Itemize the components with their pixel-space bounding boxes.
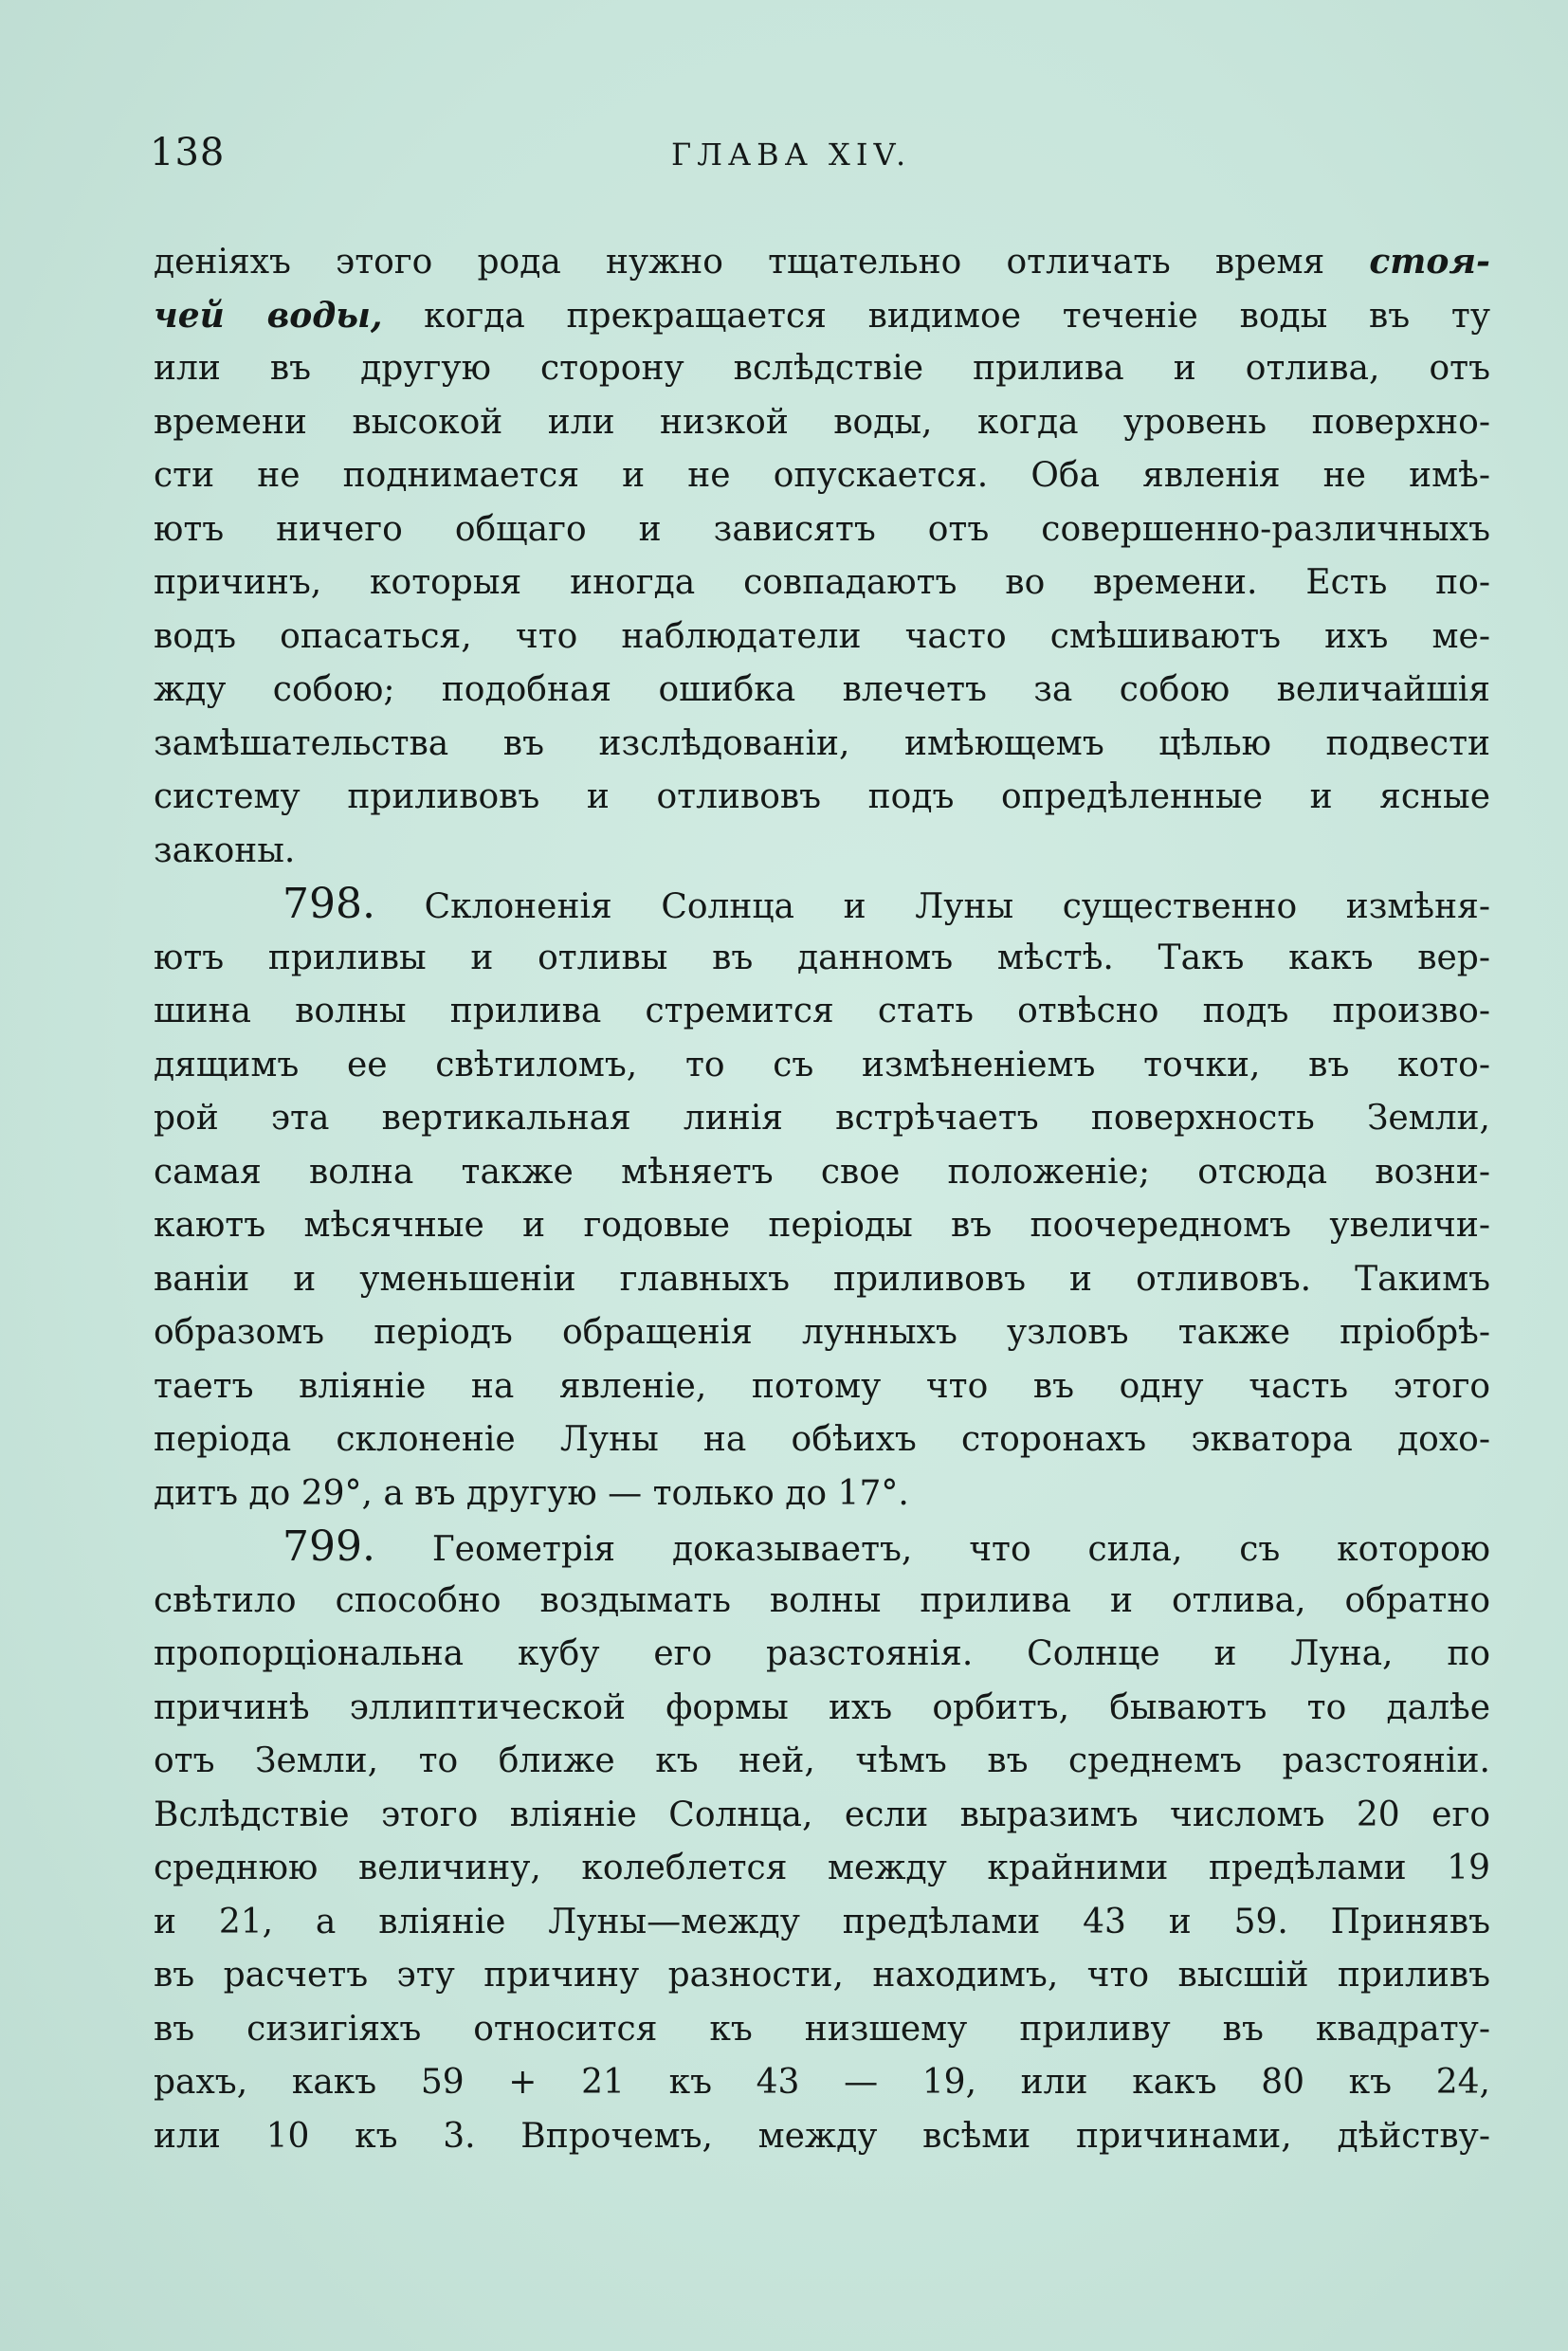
text-line xyxy=(154,664,1490,718)
text-line xyxy=(154,1682,1490,1736)
page-number: 138 xyxy=(150,131,226,174)
text-span: Вслѣдствіе этого вліяніе Солнца, если выразимъ числомъ 20 его xyxy=(154,1795,1490,1834)
text-span: или въ другую сторону вслѣдствіе прилива и отлива, отъ xyxy=(154,349,1490,388)
text-span: каютъ мѣсячные и годовые періоды въ поочередномъ увеличи- xyxy=(154,1206,1490,1245)
text-line xyxy=(154,611,1490,665)
text-line xyxy=(154,1575,1490,1629)
text-span: въ сизигіяхъ относится къ низшему приливу въ квадрату- xyxy=(154,2009,1490,2049)
text-span: таетъ вліяніе на явленіе, потому что въ одну часть этого xyxy=(154,1366,1490,1406)
text-span: ютъ приливы и отливы въ данномъ мѣстѣ. Такъ какъ вер- xyxy=(154,938,1490,977)
text-line xyxy=(154,1521,1490,1575)
text-span: ютъ ничего общаго и зависятъ отъ совершенно-различныхъ xyxy=(154,509,1490,549)
text-span: замѣшательства въ изслѣдованіи, имѣющемъ цѣлью подвести xyxy=(154,723,1490,763)
text-line xyxy=(154,289,1490,343)
text-span: рахъ, какъ 59 + 21 къ 43 — 19, или какъ 80 къ 24, xyxy=(154,2063,1490,2102)
text-line xyxy=(154,932,1490,986)
text-line xyxy=(154,2003,1490,2057)
text-span: когда прекращается видимое теченіе воды въ ту xyxy=(382,296,1490,336)
italic-term: стоя- xyxy=(1369,242,1490,282)
text-span: періода склоненіе Луны на обѣихъ сторонахъ экватора дохо- xyxy=(154,1420,1490,1459)
text-line xyxy=(154,2110,1490,2164)
text-line xyxy=(154,1628,1490,1682)
text-line xyxy=(154,985,1490,1039)
text-span: самая волна также мѣняетъ свое положеніе; отсюда возни- xyxy=(154,1152,1490,1192)
text-line xyxy=(154,235,1490,289)
text-span: и 21, а вліяніе Луны—между предѣлами 43 и 59. Принявъ xyxy=(154,1902,1490,1941)
text-line xyxy=(154,1092,1490,1146)
text-line xyxy=(154,878,1490,932)
text-span: водъ опасаться, что наблюдатели часто смѣшиваютъ ихъ ме- xyxy=(154,616,1490,656)
text-line xyxy=(154,2056,1490,2110)
text-span: деніяхъ этого рода нужно тщательно отличать время xyxy=(154,243,1370,282)
text-span: законы. xyxy=(154,830,296,870)
text-line xyxy=(154,503,1490,557)
text-span: или 10 къ 3. Впрочемъ, между всѣми причинами, дѣйству- xyxy=(154,2116,1490,2156)
text-line xyxy=(154,1735,1490,1789)
text-line xyxy=(154,1253,1490,1307)
paragraph-number: 799. xyxy=(283,1522,375,1571)
text-span: ваніи и уменьшеніи главныхъ приливовъ и отливовъ. Такимъ xyxy=(154,1259,1490,1299)
text-line xyxy=(154,342,1490,396)
text-span: шина волны прилива стремится стать отвѣсно подъ произво- xyxy=(154,992,1490,1030)
text-line xyxy=(154,396,1490,450)
text-line xyxy=(154,825,1490,879)
text-span: дитъ до 29°, а въ другую — только до 17°. xyxy=(154,1473,909,1513)
text-span: времени высокой или низкой воды, когда уровень поверхно- xyxy=(154,402,1490,442)
text-span: свѣтило способно воздымать волны прилива и отлива, обратно xyxy=(154,1580,1490,1620)
text-line xyxy=(154,1413,1490,1467)
text-line xyxy=(154,1360,1490,1414)
paragraph-number: 798. xyxy=(283,880,375,928)
text-line xyxy=(154,556,1490,611)
page-header xyxy=(150,131,1496,188)
text-span: образомъ періодъ обращенія лунныхъ узловъ также пріобрѣ- xyxy=(154,1313,1490,1352)
text-span: систему приливовъ и отливовъ подъ опредѣленные и ясные xyxy=(154,777,1490,816)
text-span: Геометрія доказываетъ, что сила, съ которою xyxy=(374,1530,1490,1569)
text-span: жду собою; подобная ошибка влечетъ за собою величайшія xyxy=(154,670,1490,709)
text-span: Склоненія Солнца и Луны существенно измѣня- xyxy=(374,887,1490,926)
chapter-title: ГЛАВА XIV. xyxy=(671,137,912,173)
text-line xyxy=(154,771,1490,825)
text-line xyxy=(154,1039,1490,1093)
body-text xyxy=(154,235,1490,2163)
text-line xyxy=(154,718,1490,772)
text-line xyxy=(154,1146,1490,1200)
italic-term: чей воды, xyxy=(154,295,383,336)
text-span: среднюю величину, колеблется между крайними предѣлами 19 xyxy=(154,1849,1490,1887)
text-span: причинѣ эллиптической формы ихъ орбитъ, бываютъ то далѣе xyxy=(154,1687,1490,1727)
text-line xyxy=(154,1842,1490,1896)
text-span: въ расчетъ эту причину разности, находимъ, что высшій приливъ xyxy=(154,1956,1490,1995)
text-line xyxy=(154,449,1490,503)
text-line xyxy=(154,1789,1490,1843)
text-span: рой эта вертикальная линія встрѣчаетъ поверхность Земли, xyxy=(154,1099,1490,1138)
text-line xyxy=(154,1949,1490,2003)
text-span: причинъ, которыя иногда совпадаютъ во времени. Есть по- xyxy=(154,563,1490,602)
text-line xyxy=(154,1306,1490,1360)
text-line xyxy=(154,1199,1490,1253)
text-span: пропорціональна кубу его разстоянія. Солнце и Луна, по xyxy=(154,1634,1490,1673)
text-line xyxy=(154,1467,1490,1522)
text-span: сти не поднимается и не опускается. Оба явленія не имѣ- xyxy=(154,456,1490,495)
text-span: дящимъ ее свѣтиломъ, то съ измѣненіемъ точки, въ кото- xyxy=(154,1045,1490,1084)
text-span: отъ Земли, то ближе къ ней, чѣмъ въ среднемъ разстояніи. xyxy=(154,1741,1490,1780)
text-line xyxy=(154,1896,1490,1950)
